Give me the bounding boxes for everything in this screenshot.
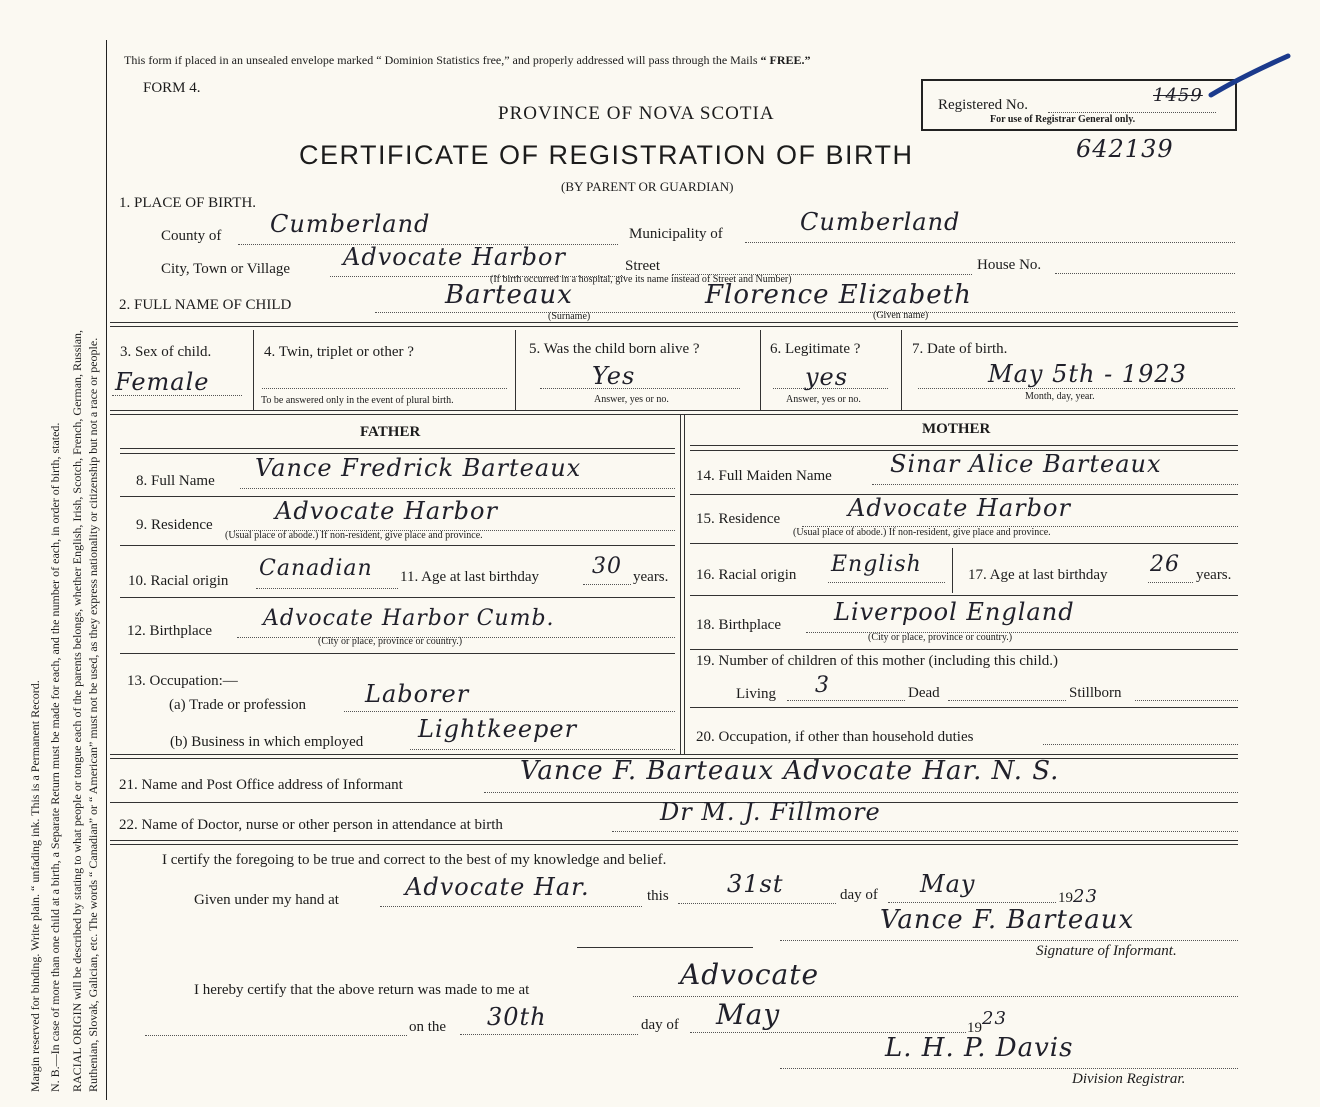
- father-heading: FATHER: [360, 424, 421, 440]
- county-value: Cumberland: [270, 210, 431, 238]
- dob-label: 7. Date of birth.: [912, 341, 1008, 357]
- father-racial-value: Canadian: [259, 556, 373, 581]
- father-birthplace-value: Advocate Harbor Cumb.: [263, 606, 555, 631]
- sex-label: 3. Sex of child.: [120, 344, 212, 360]
- mother-occupation-label: 20. Occupation, if other than household duties: [696, 729, 974, 745]
- mother-age-value: 26: [1150, 552, 1180, 577]
- registrar-note: For use of Registrar General only.: [990, 114, 1136, 125]
- living-label: Living: [736, 686, 776, 702]
- trade-value: Laborer: [365, 680, 470, 708]
- subtitle: (BY PARENT OR GUARDIAN): [561, 179, 734, 194]
- registrar-signature: L. H. P. Davis: [885, 1033, 1074, 1063]
- registrar-year-value: 23: [982, 1008, 1007, 1029]
- mother-residence-value: Advocate Harbor: [848, 494, 1071, 522]
- surname-note: (Surname): [548, 311, 591, 322]
- registrar-statement: I hereby certify that the above return was made to me at: [194, 982, 530, 998]
- given-day-label: day of: [840, 887, 878, 903]
- legitimate-note: Answer, yes or no.: [786, 394, 861, 405]
- municipality-label: Municipality of: [629, 226, 723, 242]
- given-name-note: (Given name): [873, 310, 929, 321]
- mother-name-value: Sinar Alice Barteaux: [890, 450, 1162, 478]
- sex-value: Female: [115, 368, 210, 396]
- margin-nationality-note: Ruthenian, Slovak, Galician, etc. The words “ Canadian” or “ American” must not be used, as they express nationality or citizenship but not a race or people.: [86, 337, 100, 1092]
- mother-name-label: 14. Full Maiden Name: [696, 468, 832, 484]
- mail-notice: This form if placed in an unsealed envelope marked “ Dominion Statistics free,” and properly addressed will pass through the Mails “ FREE.”: [124, 53, 811, 67]
- city-value: Advocate Harbor: [343, 243, 566, 271]
- mother-birthplace-label: 18. Birthplace: [696, 617, 781, 633]
- children-count-label: 19. Number of children of this mother (including this child.): [696, 653, 1059, 669]
- father-residence-label: 9. Residence: [136, 517, 213, 533]
- margin-racial-origin-note: RACIAL ORIGIN will be described by stating to what people or tongue each of the parents belongs, whether English, Irish, Scotch, French, German, Russian,: [70, 329, 84, 1092]
- street-label: Street: [625, 258, 660, 274]
- mother-racial-value: English: [831, 552, 922, 577]
- municipality-value: Cumberland: [800, 208, 961, 236]
- registrar-day-value: 30th: [487, 1003, 547, 1031]
- mother-residence-note: (Usual place of abode.) If non-resident, give place and province.: [793, 527, 1051, 538]
- city-label: City, Town or Village: [161, 261, 291, 277]
- twin-label: 4. Twin, triplet or other ?: [264, 344, 414, 360]
- mother-birthplace-note: (City or place, province or country.): [868, 632, 1013, 643]
- child-given-name: Florence Elizabeth: [705, 280, 972, 310]
- child-surname: Barteaux: [445, 280, 573, 310]
- father-racial-label: 10. Racial origin: [128, 573, 229, 589]
- father-birthplace-note: (City or place, province or country.): [318, 636, 463, 647]
- mother-birthplace-value: Liverpool England: [834, 598, 1075, 626]
- given-under-label: Given under my hand at: [194, 892, 339, 908]
- registrar-day-label: day of: [641, 1017, 679, 1033]
- father-age-label: 11. Age at last birthday: [400, 569, 539, 585]
- father-residence-value: Advocate Harbor: [275, 497, 498, 525]
- hospital-note: (If birth occurred in a hospital, give its name instead of Street and Number): [490, 274, 792, 285]
- mother-racial-label: 16. Racial origin: [696, 567, 797, 583]
- trade-label: (a) Trade or profession: [169, 697, 307, 713]
- father-residence-note: (Usual place of abode.) If non-resident, give place and province.: [225, 530, 483, 541]
- county-label: County of: [161, 228, 222, 244]
- margin-plural-birth-note: N. B.—In case of more than one child at a birth, a Separate Return must be made for each, and the number of each, in order of birth, stated.: [48, 422, 62, 1092]
- twin-note: To be answered only in the event of plural birth.: [261, 395, 454, 406]
- blue-pen-mark: [1206, 50, 1296, 100]
- separator-line: [577, 947, 753, 948]
- informant-signature-label: Signature of Informant.: [1036, 943, 1177, 959]
- born-alive-note: Answer, yes or no.: [594, 394, 669, 405]
- house-no-label: House No.: [977, 257, 1042, 273]
- born-alive-value: Yes: [592, 362, 636, 390]
- stillborn-label: Stillborn: [1069, 685, 1122, 701]
- doctor-label: 22. Name of Doctor, nurse or other person in attendance at birth: [119, 817, 503, 833]
- registrar-place-value: Advocate: [680, 958, 820, 991]
- father-name-label: 8. Full Name: [136, 473, 215, 489]
- father-birthplace-label: 12. Birthplace: [127, 623, 212, 639]
- registered-no-box: [921, 79, 1237, 131]
- registrar-month-value: May: [716, 998, 781, 1031]
- business-label: (b) Business in which employed: [170, 734, 364, 750]
- given-day-value: 31st: [727, 870, 784, 898]
- father-name-value: Vance Fredrick Barteaux: [255, 454, 582, 482]
- informant-value: Vance F. Barteaux Advocate Har. N. S.: [520, 756, 1060, 786]
- place-of-birth-heading: 1. PLACE OF BIRTH.: [119, 195, 257, 211]
- registered-no-label: Registered No.: [938, 97, 1028, 113]
- registrar-on-label: on the: [409, 1019, 447, 1035]
- legitimate-value: yes: [805, 363, 849, 391]
- page-title: CERTIFICATE OF REGISTRATION OF BIRTH: [299, 140, 914, 170]
- informant-label: 21. Name and Post Office address of Informant: [119, 777, 403, 793]
- dead-label: Dead: [908, 685, 940, 701]
- mother-age-label: 17. Age at last birthday: [968, 567, 1108, 583]
- registrar-year-prefix: 19: [967, 1020, 982, 1036]
- registrar-signature-label: Division Registrar.: [1072, 1071, 1186, 1087]
- business-value: Lightkeeper: [418, 715, 578, 743]
- doctor-value: Dr M. J. Fillmore: [660, 798, 881, 826]
- given-year-value: 23: [1073, 886, 1098, 907]
- child-name-label: 2. FULL NAME OF CHILD: [119, 297, 292, 313]
- certificate-number: 642139: [1076, 135, 1174, 163]
- born-alive-label: 5. Was the child born alive ?: [529, 341, 700, 357]
- father-age-value: 30: [592, 554, 622, 579]
- living-value: 3: [815, 673, 830, 698]
- legitimate-label: 6. Legitimate ?: [770, 341, 861, 357]
- form-number: FORM 4.: [143, 80, 201, 96]
- margin-border: [106, 40, 107, 1100]
- province-heading: PROVINCE OF NOVA SCOTIA: [498, 103, 775, 124]
- mother-age-suffix: years.: [1196, 567, 1232, 583]
- informant-signature: Vance F. Barteaux: [880, 905, 1135, 935]
- certify-statement: I certify the foregoing to be true and correct to the best of my knowledge and belief.: [162, 852, 667, 868]
- father-age-suffix: years.: [633, 569, 669, 585]
- this-label: this: [647, 888, 669, 904]
- dob-note: Month, day, year.: [1025, 391, 1095, 402]
- dob-value: May 5th - 1923: [988, 360, 1187, 388]
- mother-heading: MOTHER: [922, 421, 991, 437]
- registered-no-value: 1459: [1153, 85, 1203, 106]
- given-month-value: May: [920, 870, 976, 898]
- mother-residence-label: 15. Residence: [696, 511, 781, 527]
- given-place-value: Advocate Har.: [405, 873, 590, 901]
- given-year-prefix: 19: [1058, 890, 1073, 906]
- occupation-heading: 13. Occupation:—: [127, 673, 238, 689]
- margin-binding-note: Margin reserved for binding. Write plain. “ unfading ink. This is a Permanent Record.: [28, 680, 42, 1092]
